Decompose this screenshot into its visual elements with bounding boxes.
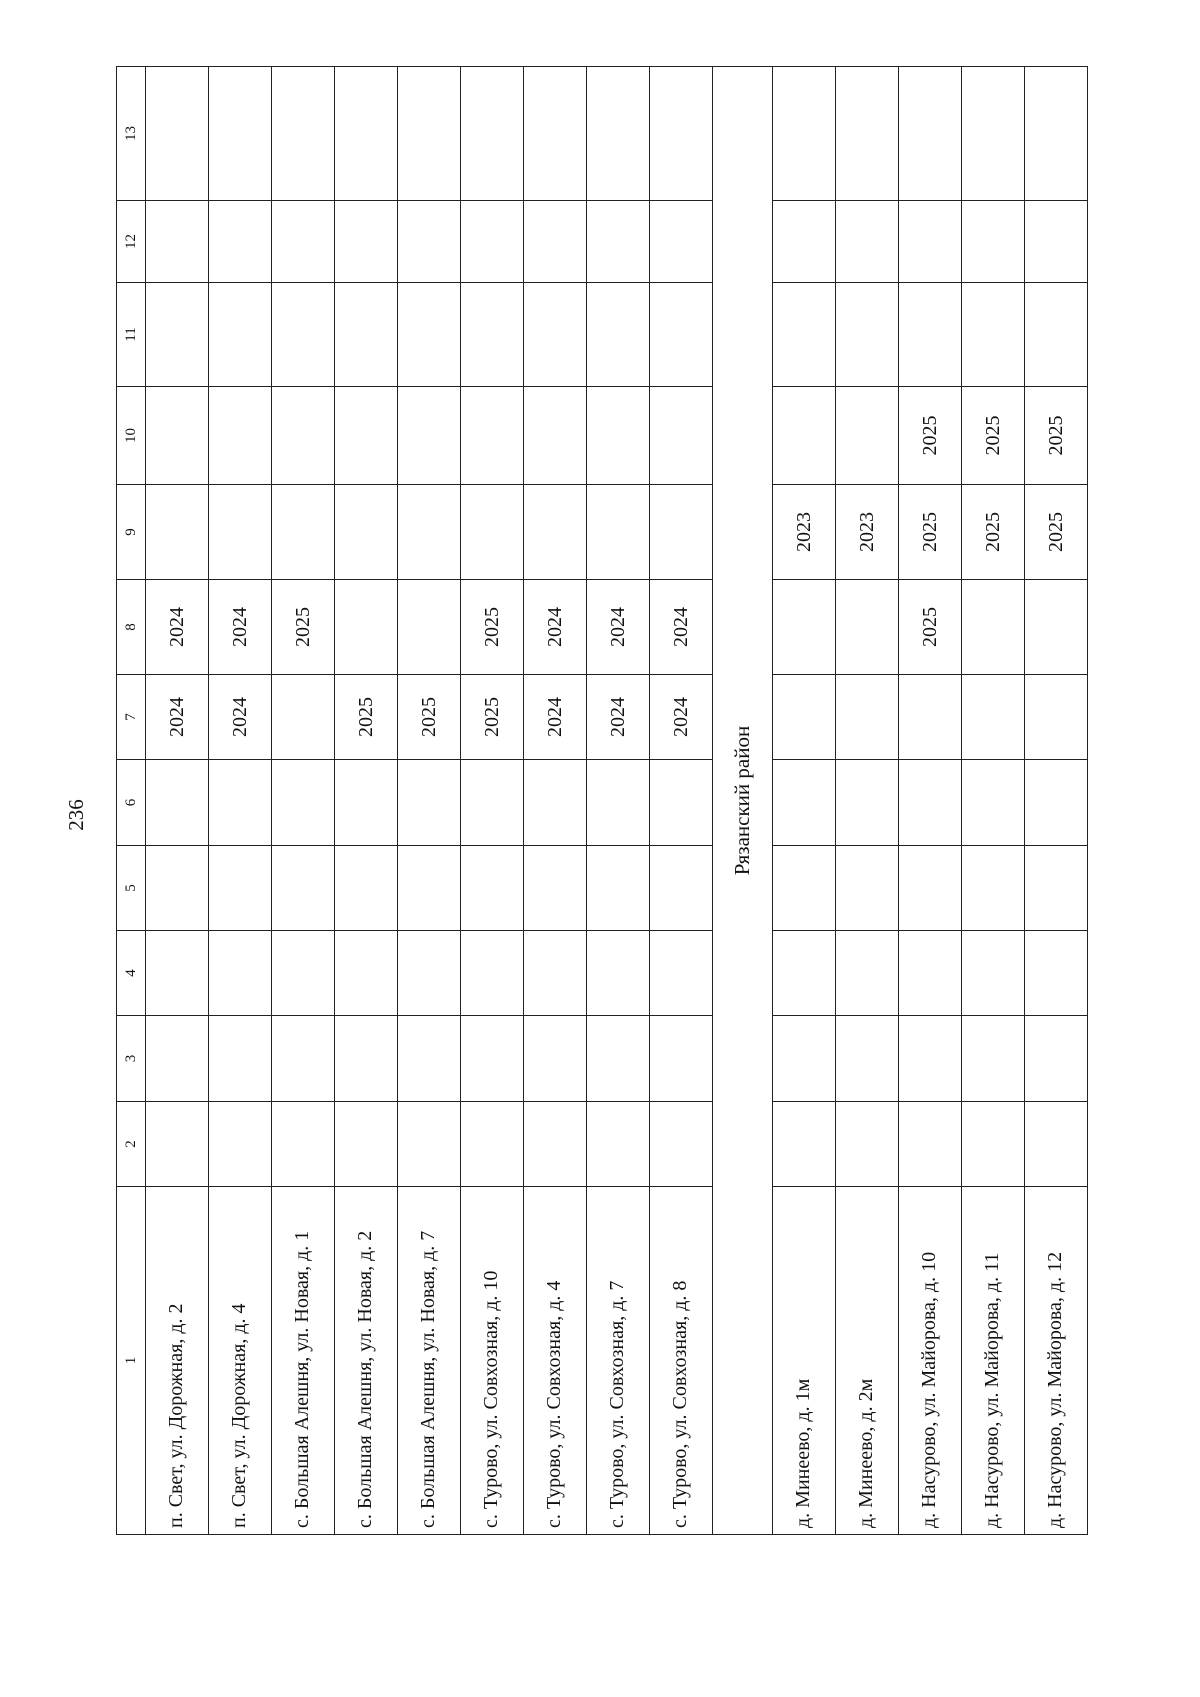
year-cell-c6 <box>146 760 209 846</box>
column-header-8: 8 <box>117 580 146 675</box>
year-cell-c7: 2024 <box>650 675 713 760</box>
year-cell-c6 <box>461 760 524 846</box>
year-cell-c8 <box>1025 580 1088 675</box>
year-cell-c12 <box>650 201 713 283</box>
year-cell-c7 <box>773 675 836 760</box>
address-cell: с. Большая Алешня, ул. Новая, д. 7 <box>398 1187 461 1535</box>
year-cell-c5 <box>899 846 962 931</box>
year-cell-c8 <box>962 580 1025 675</box>
year-cell-c10 <box>773 387 836 485</box>
year-cell-c7 <box>962 675 1025 760</box>
address-cell: п. Свет, ул. Дорожная, д. 4 <box>209 1187 272 1535</box>
year-cell-c8: 2024 <box>146 580 209 675</box>
year-cell-c4 <box>209 931 272 1016</box>
column-header-11: 11 <box>117 283 146 387</box>
year-cell-c13 <box>650 67 713 201</box>
column-header-13: 13 <box>117 67 146 201</box>
year-cell-c11 <box>650 283 713 387</box>
year-cell-c4 <box>461 931 524 1016</box>
year-cell-c6 <box>899 760 962 846</box>
year-cell-c5 <box>962 846 1025 931</box>
year-cell-c11 <box>836 283 899 387</box>
year-cell-c13 <box>398 67 461 201</box>
year-cell-c11 <box>524 283 587 387</box>
year-cell-c5 <box>398 846 461 931</box>
year-cell-c7: 2024 <box>524 675 587 760</box>
column-header-10: 10 <box>117 387 146 485</box>
year-cell-c2 <box>962 1102 1025 1187</box>
column-header-7: 7 <box>117 675 146 760</box>
year-cell-c3 <box>962 1016 1025 1102</box>
table-row <box>209 67 272 1535</box>
year-cell-c7: 2025 <box>461 675 524 760</box>
year-cell-c2 <box>398 1102 461 1187</box>
table-row <box>398 67 461 1535</box>
year-cell-c11 <box>1025 283 1088 387</box>
address-cell: с. Большая Алешня, ул. Новая, д. 2 <box>335 1187 398 1535</box>
year-cell-c10 <box>146 387 209 485</box>
year-cell-c13 <box>899 67 962 201</box>
year-cell-c2 <box>587 1102 650 1187</box>
year-cell-c13 <box>587 67 650 201</box>
year-cell-c13 <box>962 67 1025 201</box>
year-cell-c2 <box>335 1102 398 1187</box>
year-cell-c11 <box>335 283 398 387</box>
page-number: 236 <box>64 799 88 831</box>
year-cell-c9 <box>524 485 587 580</box>
year-cell-c6 <box>962 760 1025 846</box>
year-cell-c10: 2025 <box>899 387 962 485</box>
column-header-6: 6 <box>117 760 146 846</box>
year-cell-c12 <box>587 201 650 283</box>
year-cell-c3 <box>461 1016 524 1102</box>
address-cell: д. Минеево, д. 2м <box>836 1187 899 1535</box>
year-cell-c4 <box>899 931 962 1016</box>
year-cell-c4 <box>335 931 398 1016</box>
year-cell-c2 <box>1025 1102 1088 1187</box>
table-row <box>899 67 962 1535</box>
year-cell-c7 <box>1025 675 1088 760</box>
year-cell-c10: 2025 <box>1025 387 1088 485</box>
year-cell-c3 <box>587 1016 650 1102</box>
year-cell-c4 <box>836 931 899 1016</box>
table-row <box>461 67 524 1535</box>
address-cell: д. Насурово, ул. Майорова, д. 10 <box>899 1187 962 1535</box>
year-cell-c12 <box>398 201 461 283</box>
year-cell-c11 <box>272 283 335 387</box>
year-cell-c2 <box>461 1102 524 1187</box>
address-cell: д. Минеево, д. 1м <box>773 1187 836 1535</box>
year-cell-c12 <box>146 201 209 283</box>
year-cell-c3 <box>899 1016 962 1102</box>
year-cell-c2 <box>836 1102 899 1187</box>
year-cell-c6 <box>335 760 398 846</box>
address-cell: с. Турово, ул. Совхозная, д. 4 <box>524 1187 587 1535</box>
year-cell-c13 <box>1025 67 1088 201</box>
year-cell-c11 <box>587 283 650 387</box>
year-cell-c4 <box>962 931 1025 1016</box>
year-cell-c10 <box>587 387 650 485</box>
column-header-5: 5 <box>117 846 146 931</box>
year-cell-c11 <box>461 283 524 387</box>
year-cell-c13 <box>146 67 209 201</box>
year-cell-c5 <box>146 846 209 931</box>
year-cell-c3 <box>773 1016 836 1102</box>
year-cell-c8 <box>398 580 461 675</box>
year-cell-c4 <box>587 931 650 1016</box>
year-cell-c8: 2024 <box>650 580 713 675</box>
year-cell-c4 <box>272 931 335 1016</box>
header-row <box>117 67 146 1535</box>
year-cell-c8: 2024 <box>209 580 272 675</box>
year-cell-c3 <box>272 1016 335 1102</box>
year-cell-c2 <box>773 1102 836 1187</box>
table-row <box>587 67 650 1535</box>
table-body <box>117 67 1088 1535</box>
year-cell-c11 <box>209 283 272 387</box>
column-header-2: 2 <box>117 1102 146 1187</box>
year-cell-c10 <box>836 387 899 485</box>
year-cell-c2 <box>272 1102 335 1187</box>
year-cell-c9 <box>146 485 209 580</box>
year-cell-c5 <box>461 846 524 931</box>
year-cell-c3 <box>1025 1016 1088 1102</box>
year-cell-c12 <box>524 201 587 283</box>
housing-table <box>116 66 1088 1535</box>
year-cell-c12 <box>962 201 1025 283</box>
year-cell-c7: 2024 <box>209 675 272 760</box>
year-cell-c2 <box>146 1102 209 1187</box>
year-cell-c7: 2024 <box>587 675 650 760</box>
address-cell: п. Свет, ул. Дорожная, д. 2 <box>146 1187 209 1535</box>
table-row <box>524 67 587 1535</box>
table-row <box>335 67 398 1535</box>
year-cell-c6 <box>272 760 335 846</box>
column-header-1: 1 <box>117 1187 146 1535</box>
year-cell-c9 <box>272 485 335 580</box>
year-cell-c9: 2025 <box>1025 485 1088 580</box>
year-cell-c12 <box>272 201 335 283</box>
year-cell-c2 <box>524 1102 587 1187</box>
year-cell-c10 <box>461 387 524 485</box>
year-cell-c4 <box>773 931 836 1016</box>
section-title: Рязанский район <box>713 67 773 1535</box>
year-cell-c5 <box>773 846 836 931</box>
year-cell-c10 <box>272 387 335 485</box>
year-cell-c12 <box>461 201 524 283</box>
year-cell-c10 <box>335 387 398 485</box>
year-cell-c8: 2025 <box>272 580 335 675</box>
year-cell-c3 <box>146 1016 209 1102</box>
address-cell: с. Турово, ул. Совхозная, д. 10 <box>461 1187 524 1535</box>
table-row <box>962 67 1025 1535</box>
year-cell-c9: 2025 <box>899 485 962 580</box>
year-cell-c3 <box>650 1016 713 1102</box>
year-cell-c7 <box>899 675 962 760</box>
year-cell-c10 <box>650 387 713 485</box>
table-container <box>116 77 1084 1535</box>
year-cell-c7: 2025 <box>335 675 398 760</box>
year-cell-c3 <box>836 1016 899 1102</box>
year-cell-c7: 2025 <box>398 675 461 760</box>
year-cell-c13 <box>524 67 587 201</box>
column-header-3: 3 <box>117 1016 146 1102</box>
year-cell-c9 <box>650 485 713 580</box>
year-cell-c3 <box>335 1016 398 1102</box>
year-cell-c8 <box>335 580 398 675</box>
address-cell: с. Турово, ул. Совхозная, д. 8 <box>650 1187 713 1535</box>
column-header-12: 12 <box>117 201 146 283</box>
year-cell-c4 <box>146 931 209 1016</box>
address-cell: с. Турово, ул. Совхозная, д. 7 <box>587 1187 650 1535</box>
year-cell-c13 <box>272 67 335 201</box>
year-cell-c5 <box>209 846 272 931</box>
year-cell-c9 <box>398 485 461 580</box>
year-cell-c8: 2025 <box>461 580 524 675</box>
year-cell-c8: 2025 <box>899 580 962 675</box>
year-cell-c6 <box>836 760 899 846</box>
year-cell-c2 <box>650 1102 713 1187</box>
year-cell-c13 <box>461 67 524 201</box>
year-cell-c3 <box>524 1016 587 1102</box>
year-cell-c6 <box>587 760 650 846</box>
year-cell-c12 <box>209 201 272 283</box>
year-cell-c13 <box>773 67 836 201</box>
year-cell-c13 <box>209 67 272 201</box>
year-cell-c10 <box>209 387 272 485</box>
year-cell-c9 <box>209 485 272 580</box>
year-cell-c5 <box>524 846 587 931</box>
year-cell-c10 <box>398 387 461 485</box>
year-cell-c4 <box>1025 931 1088 1016</box>
year-cell-c9 <box>335 485 398 580</box>
table-row <box>650 67 713 1535</box>
year-cell-c6 <box>1025 760 1088 846</box>
year-cell-c5 <box>587 846 650 931</box>
year-cell-c6 <box>209 760 272 846</box>
year-cell-c9 <box>587 485 650 580</box>
year-cell-c6 <box>398 760 461 846</box>
table-row <box>1025 67 1088 1535</box>
table-row <box>836 67 899 1535</box>
year-cell-c4 <box>524 931 587 1016</box>
year-cell-c12 <box>1025 201 1088 283</box>
year-cell-c8: 2024 <box>524 580 587 675</box>
year-cell-c5 <box>836 846 899 931</box>
year-cell-c9: 2023 <box>836 485 899 580</box>
year-cell-c12 <box>836 201 899 283</box>
year-cell-c11 <box>146 283 209 387</box>
year-cell-c11 <box>398 283 461 387</box>
year-cell-c2 <box>899 1102 962 1187</box>
section-row <box>713 67 773 1535</box>
year-cell-c13 <box>335 67 398 201</box>
year-cell-c8 <box>836 580 899 675</box>
year-cell-c4 <box>650 931 713 1016</box>
year-cell-c3 <box>209 1016 272 1102</box>
address-cell: с. Большая Алешня, ул. Новая, д. 1 <box>272 1187 335 1535</box>
address-cell: д. Насурово, ул. Майорова, д. 12 <box>1025 1187 1088 1535</box>
year-cell-c9: 2025 <box>962 485 1025 580</box>
year-cell-c8: 2024 <box>587 580 650 675</box>
year-cell-c13 <box>836 67 899 201</box>
year-cell-c9 <box>461 485 524 580</box>
year-cell-c5 <box>650 846 713 931</box>
year-cell-c2 <box>209 1102 272 1187</box>
year-cell-c7 <box>272 675 335 760</box>
year-cell-c12 <box>335 201 398 283</box>
year-cell-c3 <box>398 1016 461 1102</box>
table-row <box>773 67 836 1535</box>
year-cell-c5 <box>272 846 335 931</box>
year-cell-c8 <box>773 580 836 675</box>
column-header-4: 4 <box>117 931 146 1016</box>
year-cell-c12 <box>899 201 962 283</box>
year-cell-c5 <box>1025 846 1088 931</box>
address-cell: д. Насурово, ул. Майорова, д. 11 <box>962 1187 1025 1535</box>
year-cell-c10 <box>524 387 587 485</box>
year-cell-c6 <box>524 760 587 846</box>
year-cell-c7: 2024 <box>146 675 209 760</box>
year-cell-c11 <box>773 283 836 387</box>
year-cell-c11 <box>899 283 962 387</box>
year-cell-c10: 2025 <box>962 387 1025 485</box>
year-cell-c4 <box>398 931 461 1016</box>
year-cell-c6 <box>773 760 836 846</box>
year-cell-c6 <box>650 760 713 846</box>
year-cell-c11 <box>962 283 1025 387</box>
year-cell-c12 <box>773 201 836 283</box>
year-cell-c5 <box>335 846 398 931</box>
column-header-9: 9 <box>117 485 146 580</box>
year-cell-c7 <box>836 675 899 760</box>
year-cell-c9: 2023 <box>773 485 836 580</box>
table-row <box>146 67 209 1535</box>
table-row <box>272 67 335 1535</box>
